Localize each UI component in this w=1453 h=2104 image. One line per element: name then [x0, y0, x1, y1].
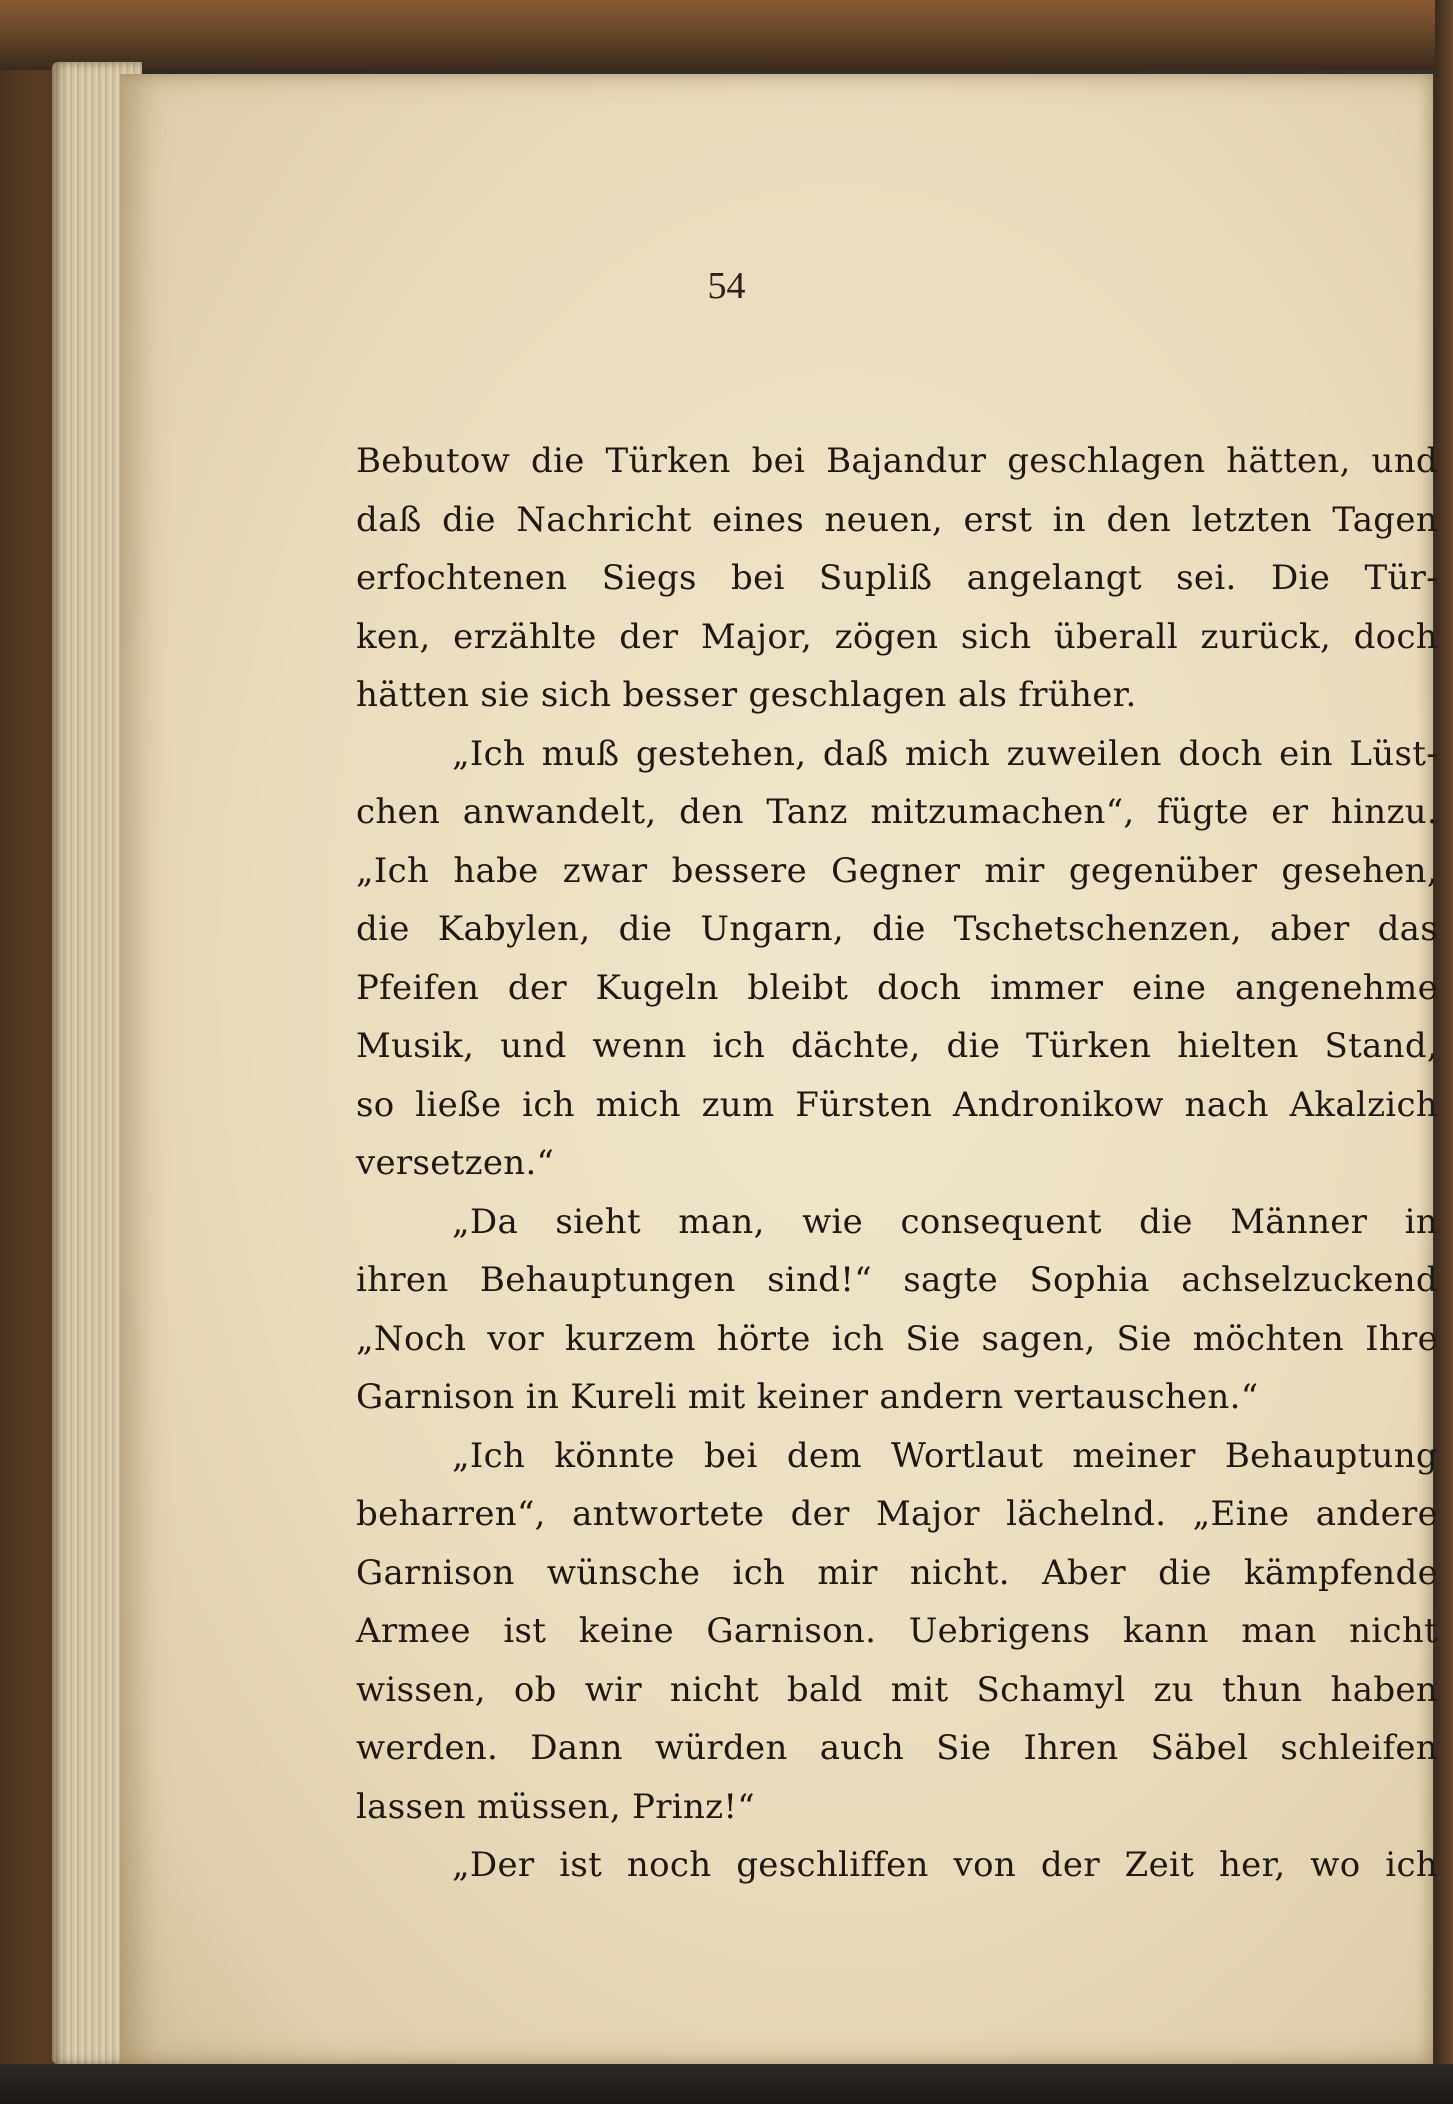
text-line: Musik, und wenn ich dächte, die Türken hielten Stand,: [356, 1026, 1438, 1066]
text-line: Armee ist keine Garnison. Uebrigens kann man nicht: [356, 1611, 1438, 1651]
text-line: lassen müssen, Prinz!“: [356, 1786, 755, 1827]
body-text: [356, 432, 1438, 1895]
text-line: „Da sieht man, wie consequent die Männer in: [452, 1201, 1438, 1242]
page-number: 54: [707, 265, 746, 307]
book-page: [120, 74, 1438, 2064]
text-line: „Ich habe zwar bessere Gegner mir gegenüber gesehen,: [356, 850, 1438, 891]
text-line: „Ich muß gestehen, daß mich zuweilen doch ein Lüst-: [452, 733, 1438, 774]
text-line: so ließe ich mich zum Fürsten Andronikow nach Akalzich: [356, 1084, 1438, 1125]
text-line: erfochtenen Siegs bei Supliß angelangt sei. Die Tür-: [356, 558, 1438, 598]
text-line: hätten sie sich besser geschlagen als früher.: [356, 675, 1137, 715]
text-line: Pfeifen der Kugeln bleibt doch immer eine angenehme: [356, 967, 1438, 1008]
text-line: werden. Dann würden auch Sie Ihren Säbel schleifen: [356, 1728, 1438, 1768]
book-cover-bottom-edge: [0, 2064, 1453, 2104]
text-line: Garnison wünsche ich mir nicht. Aber die kämpfende: [356, 1552, 1438, 1593]
text-line: „Noch vor kurzem hörte ich Sie sagen, Sie möchten Ihre: [356, 1318, 1438, 1359]
text-line: wissen, ob wir nicht bald mit Schamyl zu thun haben: [356, 1669, 1438, 1710]
text-line: chen anwandelt, den Tanz mitzumachen“, fügte er hinzu.: [356, 792, 1438, 832]
text-line: daß die Nachricht eines neuen, erst in den letzten Tagen: [356, 499, 1438, 540]
text-line: die Kabylen, die Ungarn, die Tschetschenzen, aber das: [356, 909, 1438, 949]
text-line: ihren Behauptungen sind!“ sagte Sophia achselzuckend: [356, 1260, 1438, 1300]
book-cover-top-edge: [0, 0, 1453, 70]
text-line: „Ich könnte bei dem Wortlaut meiner Behauptung: [452, 1435, 1438, 1476]
text-line: versetzen.“: [356, 1143, 555, 1183]
text-line: Bebutow die Türken bei Bajandur geschlagen hätten, und: [356, 441, 1438, 481]
text-line: Garnison in Kureli mit keiner andern vertauschen.“: [356, 1377, 1259, 1417]
text-line: ken, erzählte der Major, zögen sich überall zurück, doch: [356, 616, 1438, 657]
text-line: „Der ist noch geschliffen von der Zeit her, wo ich: [452, 1845, 1438, 1885]
text-line: beharren“, antwortete der Major lächelnd. „Eine andere: [356, 1494, 1438, 1534]
